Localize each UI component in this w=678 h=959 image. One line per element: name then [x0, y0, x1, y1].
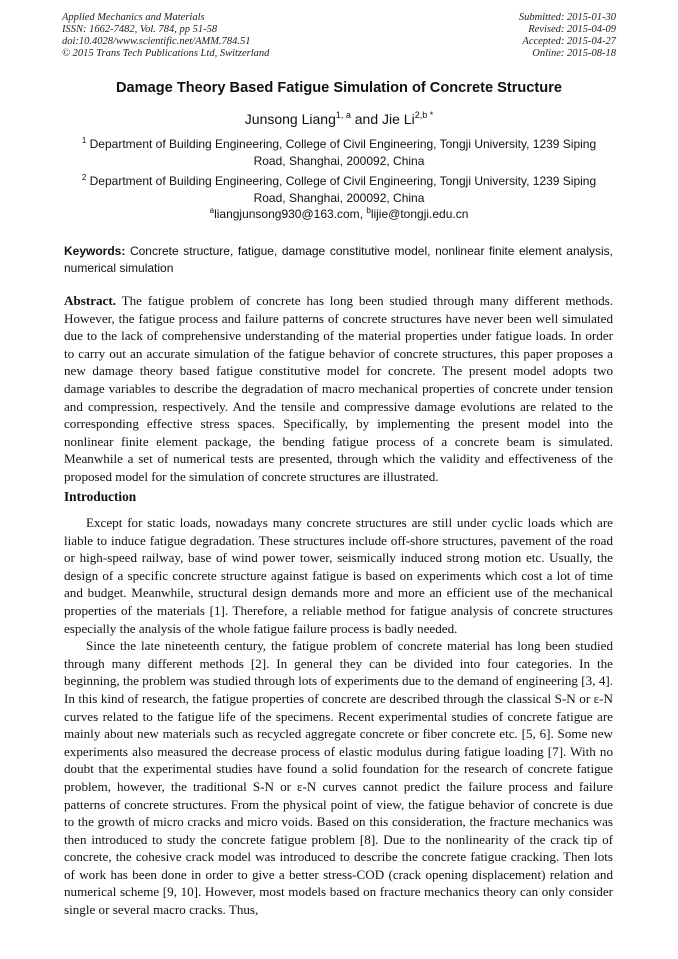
email-a-sup: a [209, 206, 215, 215]
accepted-date: Accepted: 2015-04-27 [522, 36, 616, 47]
email-a[interactable]: liangjunsong930@163.com [214, 207, 360, 221]
affiliation-2-text: Department of Building Engineering, College of Civil Engineering, Tongji University, 1239 Siping Road, Shanghai, 200092, China [89, 174, 597, 205]
email-b[interactable]: lijie@tongji.edu.cn [370, 207, 469, 221]
keywords-label: Keywords: [64, 244, 126, 258]
abstract-label: Abstract. [64, 293, 116, 308]
introduction-heading: Introduction [64, 489, 137, 504]
abstract [64, 292, 613, 486]
affiliation-1 [66, 136, 612, 170]
journal-name: Applied Mechanics and Materials [62, 12, 205, 23]
publication-dates [519, 12, 616, 60]
affiliation-1-num: 1 [81, 136, 87, 145]
intro-paragraph-2: Since the late nineteenth century, the fatigue problem of concrete material has long been studied through many different methods [2]. In general they can be divided into four categories. In the beginning, the problem was studied through lots of experiments due to the demand of engineering [3, 4]. In this kind of research, the fatigue properties of concrete are described through the classical S-N or ε-N curves related to the fatigue life of the specimens. Recent experimental studies of concrete fatigue are mainly about new materials such as recycled aggregate concrete or fiber concrete etc. [5, 6]. Some new experiments also measured the decrease process of elastic modulus during fatigue loading [7]. With no doubt that the experimental studies have found a solid foundation for the research of concrete fatigue problem, however, the traditional S-N or ε-N curves cannot predict the failure process and failure patterns of concrete structures. From the physical point of view, the fatigue behavior of concrete is due to the growth of micro cracks and micro voids. Based on this consideration, the fracture mechanics was then introduced to study the concrete fatigue problem [8]. Due to the nonlinearity of the crack tip of concrete, the cohesive crack model was introduced to describe the concrete fatigue cracking. Then lots of work has been done in order to give a better stress-COD (crack opening displacement) relation and numerical scheme [9, 10]. However, most models based on fracture mechanics theory can only consider single or several macro cracks. Thus, [64, 638, 613, 918]
introduction-body [64, 514, 613, 919]
online-date: Online: 2015-08-18 [532, 48, 616, 59]
revised-date: Revised: 2015-04-09 [528, 24, 616, 35]
journal-info [62, 12, 269, 60]
author-line [40, 111, 638, 127]
abstract-text: The fatigue problem of concrete has long been studied through many different methods. However, the fatigue process and failure patterns of concrete structures have never been well simulated due to the lack of comprehensive understanding of the material properties under fatigue loads. In order to carry out an accurate simulation of the fatigue behavior of concrete structures, this paper proposes a new damage theory based fatigue constitutive model for concrete. The present model adopts two damage variables to describe the degradation of macro mechanical properties of concrete under tension and compression, respectively. And the tensile and compressive damage evolutions are related to the corresponding effective stress spaces. Specifically, by implementing the present model into the nonlinear finite element package, the bending fatigue process of a concrete beam is simulated. Meanwhile a set of numerical tests are presented, through which the validity and effectiveness of the proposed model for the simulation of concrete structures are illustrated. [64, 293, 613, 484]
copyright-line: © 2015 Trans Tech Publications Ltd, Switzerland [62, 48, 270, 59]
affiliation-2-num: 2 [81, 173, 87, 182]
author-1-sup: 1, a [335, 110, 351, 120]
keywords-text: Concrete structure, fatigue, damage constitutive model, nonlinear finite element analysis, numerical simulation [64, 244, 613, 275]
doi-line[interactable]: doi:10.4028/www.scientific.net/AMM.784.51 [62, 36, 251, 47]
author-2-name: Jie Li [382, 111, 415, 127]
email-line [40, 207, 638, 221]
issn-line: ISSN: 1662-7482, Vol. 784, pp 51-58 [62, 24, 218, 35]
email-sep: , [359, 207, 367, 221]
author-1-name: Junsong Liang [244, 111, 336, 127]
affiliation-1-text: Department of Building Engineering, College of Civil Engineering, Tongji University, 1239 Siping Road, Shanghai, 200092, China [89, 137, 597, 168]
submitted-date: Submitted: 2015-01-30 [518, 12, 616, 23]
paper-title: Damage Theory Based Fatigue Simulation of Concrete Structure [115, 80, 562, 96]
intro-paragraph-1: Except for static loads, nowadays many concrete structures are still under cyclic loads which are liable to induce fatigue degradation. These structures include off-shore structures, pavement of the road or high-speed railway, base of wind power tower, seismically induced strong motion etc. Usually, the design of a specific concrete structure against fatigue is based on experiments which cost a lot of time and budget. Meanwhile, structural design demands more and more an efficient use of the mechanical properties of the materials [1]. Therefore, a reliable method for fatigue analysis of concrete structures especially the analysis of the whole fatigue failure process is badly needed. [64, 515, 613, 636]
affiliation-2 [66, 173, 612, 207]
keywords [64, 243, 613, 277]
author-2-sup: 2,b * [414, 110, 434, 120]
email-b-sup: b [366, 206, 371, 215]
author-and: and [350, 111, 383, 127]
